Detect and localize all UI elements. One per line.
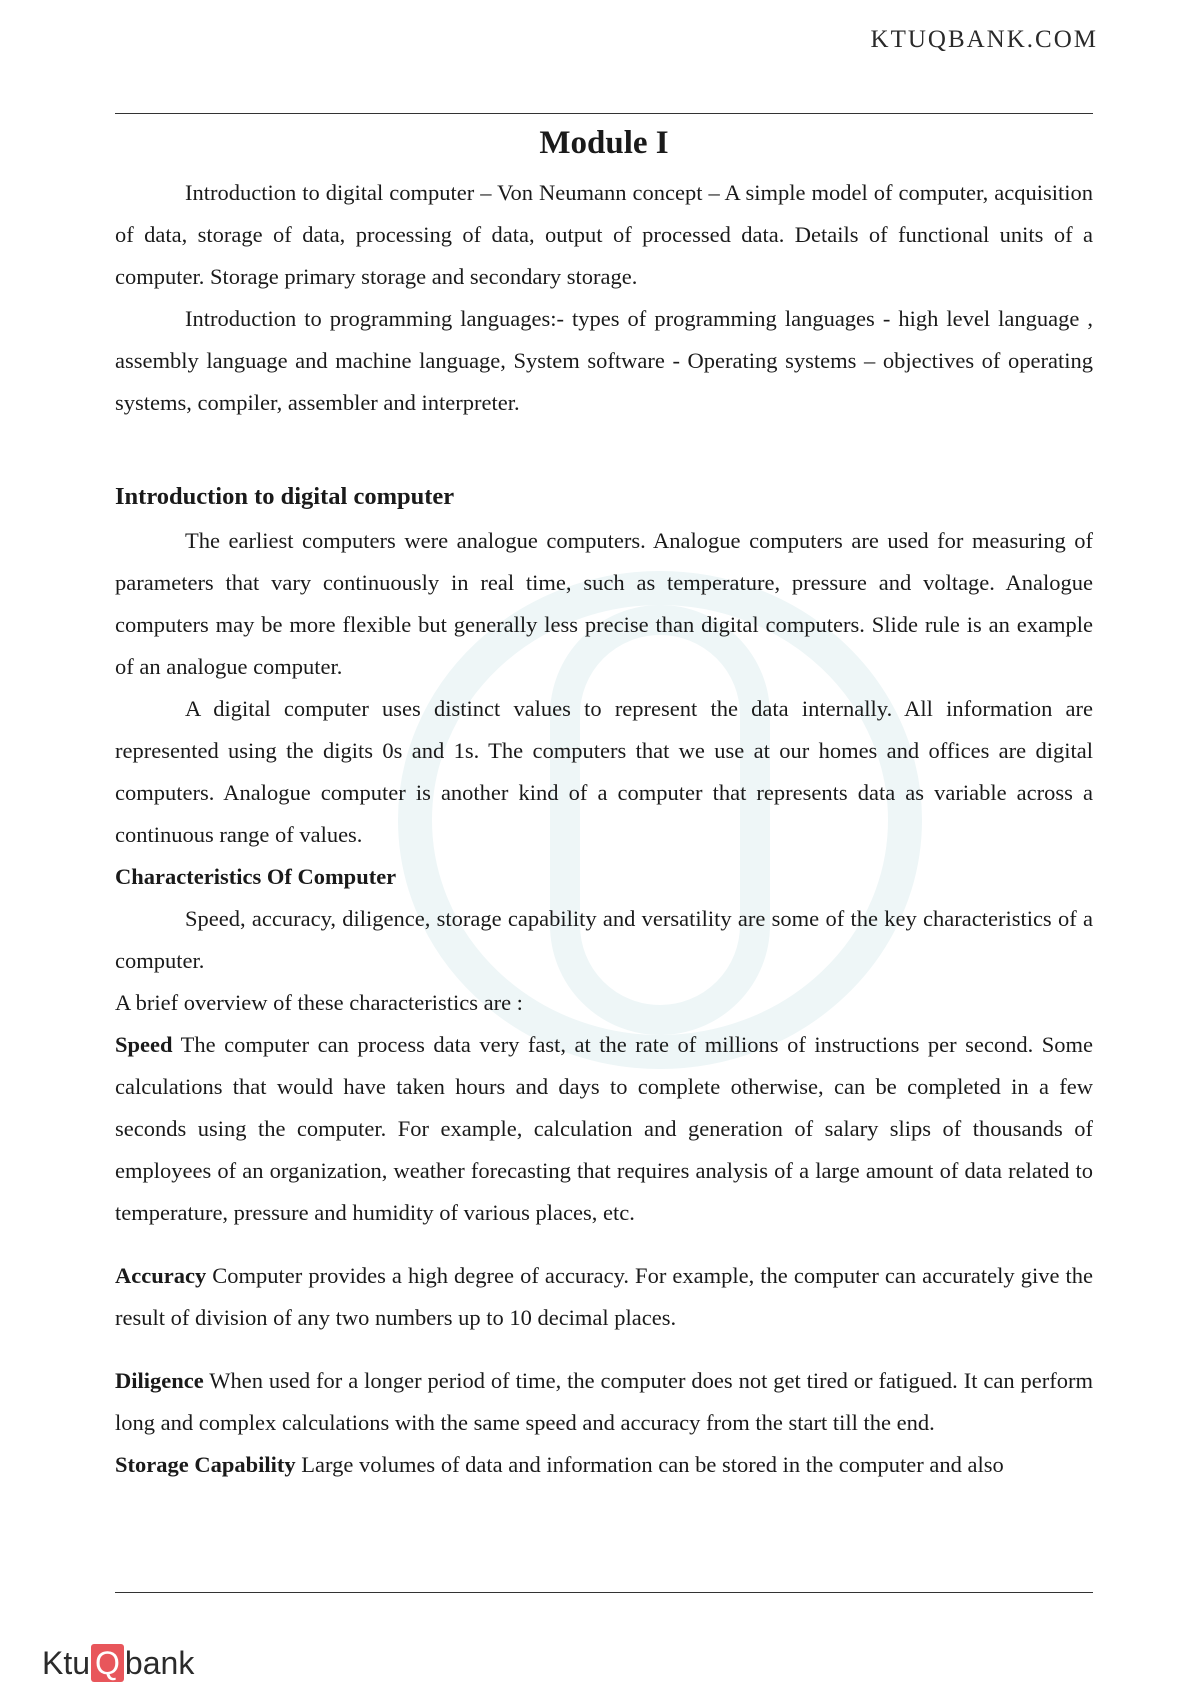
syllabus-paragraph-1: Introduction to digital computer – Von Neumann concept – A simple model of computer, acquisition of data, storage of data, processing of data, output of processed data. Details of functional units of a computer. Storage primary storage and secondary storage. [115,180,1093,289]
section-heading: Introduction to digital computer [115,483,455,510]
characteristic-speed [115,1024,1093,1234]
term-speed: Speed [115,1032,173,1057]
logo-text-ktu: Ktu [42,1644,91,1681]
characteristic-storage [115,1444,1093,1486]
logo-text-bank: bank [124,1644,195,1681]
characteristics-heading: Characteristics Of Computer [115,864,397,889]
diligence-text: When used for a longer period of time, the computer does not get tired or fatigued. It can perform long and complex calculations with the same speed and accuracy from the start till the end. [115,1368,1093,1435]
top-divider [115,113,1093,114]
bottom-divider [115,1592,1093,1593]
characteristic-accuracy [115,1255,1093,1339]
term-storage-capability: Storage Capability [115,1452,296,1477]
body-paragraph-digital: A digital computer uses distinct values to represent the data internally. All information are represented using the digits 0s and 1s. The computers that we use at our homes and offices are digital computers. Analogue computer is another kind of a computer that represents data as variable across a continuous range of values. [115,696,1093,847]
term-diligence: Diligence [115,1368,204,1393]
storage-text: Large volumes of data and information can be stored in the computer and also [295,1452,1004,1477]
overview-line: A brief overview of these characteristics are : [115,990,523,1015]
body-paragraph-analogue: The earliest computers were analogue computers. Analogue computers are used for measuring of parameters that vary continuously in real time, such as temperature, pressure and voltage. Analogue computers may be more flexible but generally less precise than digital computers. Slide rule is an example of an analogue computer. [115,528,1093,679]
document-body [115,118,1093,1486]
speed-text: The computer can process data very fast, at the rate of millions of instructions per second. Some calculations that would have taken hours and days to complete otherwise, can be completed in a few seconds using the computer. For example, calculation and generation of salary slips of thousands of employees of an organization, weather forecasting that requires analysis of a large amount of data related to temperature, pressure and humidity of various places, etc. [115,1032,1093,1225]
term-accuracy: Accuracy [115,1263,207,1288]
ktuqbank-logo [42,1644,194,1682]
characteristics-intro: Speed, accuracy, diligence, storage capability and versatility are some of the key characteristics of a computer. [115,906,1093,973]
accuracy-text: Computer provides a high degree of accuracy. For example, the computer can accurately give the result of division of any two numbers up to 10 decimal places. [115,1263,1093,1330]
module-title: Module I [539,125,669,161]
characteristic-diligence [115,1360,1093,1444]
site-header: KTUQBANK.COM [870,26,1098,53]
syllabus-paragraph-2: Introduction to programming languages:- types of programming languages - high level language , assembly language and machine language, System software - Operating systems – objectives of operating systems, compiler, assembler and interpreter. [115,306,1093,415]
logo-q-mark: Q [91,1644,124,1682]
